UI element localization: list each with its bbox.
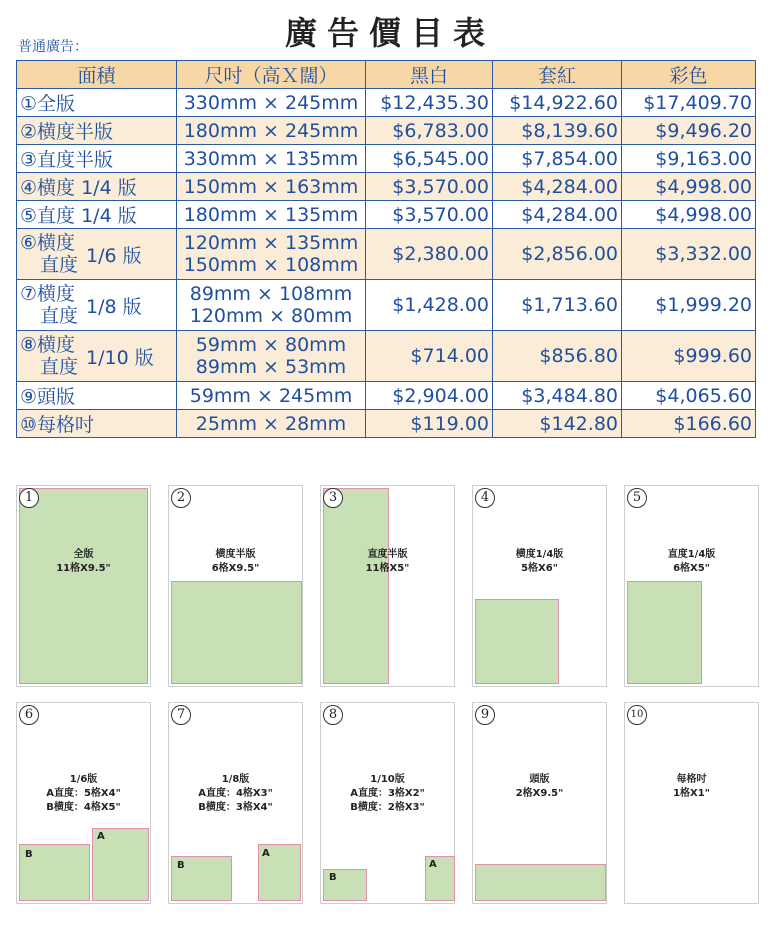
caption-line: 1/10版: [370, 774, 405, 785]
row-price-red: $2,856.00: [493, 229, 622, 280]
table-row: [17, 229, 756, 280]
row-label-a: ⑧横度: [20, 334, 76, 356]
row-price-red: $4,284.00: [493, 173, 622, 201]
row-price-color: $166.60: [622, 410, 756, 438]
layout-diagram-vertical-half: [320, 485, 455, 687]
row-label: ⑤直度 1/4 版: [17, 201, 177, 229]
row-price-color: $1,999.20: [622, 280, 756, 331]
caption-line: 6格X5": [673, 563, 710, 574]
row-label: ①全版: [17, 89, 177, 117]
row-size: [177, 280, 366, 331]
caption-line: B横度：3格X4": [198, 802, 273, 813]
row-label: ④横度 1/4 版: [17, 173, 177, 201]
caption-line: 1/6版: [69, 774, 98, 785]
row-price-red: $8,139.60: [493, 117, 622, 145]
row-label-fraction: 1/10 版: [86, 346, 154, 369]
diagram-caption: [17, 773, 150, 815]
row-size-line: 120mm × 80mm: [189, 305, 353, 327]
row-label-a: ⑦横度: [20, 283, 76, 305]
caption-line: 1/8版: [221, 774, 250, 785]
col-header-bw: 黑白: [366, 61, 493, 89]
row-label-fraction: 1/8 版: [86, 295, 142, 318]
row-label: [17, 331, 177, 382]
diagram-caption: [169, 773, 302, 815]
row-price-bw: $2,380.00: [366, 229, 493, 280]
diagram-caption: [321, 773, 454, 815]
row-price-bw: $6,783.00: [366, 117, 493, 145]
ad-area: [323, 488, 389, 684]
caption-line: B横度：4格X5": [46, 802, 121, 813]
area-tag-b: B: [329, 872, 337, 883]
ad-area: [19, 488, 148, 684]
diagram-caption: [17, 548, 150, 576]
area-tag-a: A: [429, 859, 437, 870]
caption-line: 每格吋: [676, 774, 707, 785]
caption-line: 横度半版: [215, 549, 256, 560]
row-price-red: $14,922.60: [493, 89, 622, 117]
caption-line: 11格X5": [365, 563, 410, 574]
row-price-color: $4,065.60: [622, 382, 756, 410]
table-row: [17, 331, 756, 382]
caption-line: 1格X1": [673, 788, 710, 799]
number-badge: 7: [171, 705, 191, 725]
row-size-line: 89mm × 108mm: [189, 283, 353, 305]
row-price-color: $4,998.00: [622, 201, 756, 229]
page-title: 廣告價目表: [284, 14, 495, 52]
table-row: [17, 201, 756, 229]
caption-line: 2格X9.5": [515, 788, 564, 799]
row-size: [177, 229, 366, 280]
number-badge: 4: [475, 488, 495, 508]
table-row: [17, 145, 756, 173]
row-price-bw: $119.00: [366, 410, 493, 438]
layout-diagram-vertical-quarter: [624, 485, 759, 687]
row-price-red: $1,713.60: [493, 280, 622, 331]
subtitle: 普通廣告：: [18, 39, 88, 55]
row-price-color: $9,163.00: [622, 145, 756, 173]
caption-line: 横度1/4版: [515, 549, 564, 560]
number-badge: 6: [19, 705, 39, 725]
row-label-b: 直度: [40, 356, 79, 378]
col-header-color: 彩色: [622, 61, 756, 89]
row-label-b: 直度: [40, 254, 79, 276]
col-header-red: 套紅: [493, 61, 622, 89]
ad-area: [171, 581, 302, 684]
number-badge: 2: [171, 488, 191, 508]
row-price-red: $142.80: [493, 410, 622, 438]
number-badge: 5: [627, 488, 647, 508]
row-price-bw: $2,904.00: [366, 382, 493, 410]
number-badge: 3: [323, 488, 343, 508]
table-header-row: [17, 61, 756, 89]
caption-line: A直度：3格X2": [350, 788, 425, 799]
table-row: [17, 382, 756, 410]
row-size: 59mm × 245mm: [177, 382, 366, 410]
row-label-a: ⑥横度: [20, 232, 76, 254]
row-label: ⑨頭版: [17, 382, 177, 410]
caption-line: A直度：4格X3": [198, 788, 273, 799]
row-size: 25mm × 28mm: [177, 410, 366, 438]
row-price-color: $3,332.00: [622, 229, 756, 280]
row-size: 330mm × 135mm: [177, 145, 366, 173]
row-size: 180mm × 245mm: [177, 117, 366, 145]
row-price-bw: $3,570.00: [366, 201, 493, 229]
row-price-color: $9,496.20: [622, 117, 756, 145]
area-tag-b: B: [177, 860, 185, 871]
caption-line: 直度半版: [367, 549, 408, 560]
layout-diagram-one-eighth: [168, 702, 303, 904]
caption-line: A直度：5格X4": [46, 788, 121, 799]
row-size-line: 89mm × 53mm: [195, 356, 347, 378]
row-price-color: $17,409.70: [622, 89, 756, 117]
diagram-caption: [625, 773, 758, 801]
row-price-color: $999.60: [622, 331, 756, 382]
layout-diagram-per-column-inch: [624, 702, 759, 904]
area-tag-b: B: [25, 849, 33, 860]
col-header-area: 面積: [17, 61, 177, 89]
row-size: [177, 331, 366, 382]
row-price-bw: $6,545.00: [366, 145, 493, 173]
ad-area: [475, 864, 606, 901]
row-size-line: 120mm × 135mm: [183, 232, 359, 254]
layout-diagram-horizontal-quarter: [472, 485, 607, 687]
caption-line: 5格X6": [521, 563, 558, 574]
table-row: [17, 410, 756, 438]
table-row: [17, 173, 756, 201]
col-header-size: 尺吋（高Ｘ闊）: [177, 61, 366, 89]
area-tag-a: A: [97, 831, 105, 842]
row-label: [17, 280, 177, 331]
caption-line: 頭版: [529, 774, 550, 785]
ad-area: [627, 581, 702, 684]
number-badge: 1: [19, 488, 39, 508]
caption-line: 11格X9.5": [56, 563, 111, 574]
row-price-red: $7,854.00: [493, 145, 622, 173]
row-price-red: $856.80: [493, 331, 622, 382]
number-badge: 10: [627, 705, 647, 725]
row-size: 150mm × 163mm: [177, 173, 366, 201]
diagram-caption: [473, 773, 606, 801]
row-price-color: $4,998.00: [622, 173, 756, 201]
number-badge: 9: [475, 705, 495, 725]
diagram-caption: [625, 548, 758, 576]
row-size: 330mm × 245mm: [177, 89, 366, 117]
row-price-bw: $1,428.00: [366, 280, 493, 331]
caption-line: 直度1/4版: [667, 549, 716, 560]
price-table: [16, 60, 756, 438]
row-label: ⑩每格吋: [17, 410, 177, 438]
caption-line: 全版: [73, 549, 94, 560]
row-size-line: 59mm × 80mm: [195, 334, 347, 356]
row-price-red: $4,284.00: [493, 201, 622, 229]
table-row: [17, 117, 756, 145]
row-size-line: 150mm × 108mm: [183, 254, 359, 276]
diagram-caption: [169, 548, 302, 576]
area-tag-a: A: [262, 848, 270, 859]
layout-diagram-horizontal-half: [168, 485, 303, 687]
row-price-red: $3,484.80: [493, 382, 622, 410]
row-label: ③直度半版: [17, 145, 177, 173]
row-price-bw: $12,435.30: [366, 89, 493, 117]
caption-line: B横度：2格X3": [350, 802, 425, 813]
layout-diagram-full-page: [16, 485, 151, 687]
table-row: [17, 89, 756, 117]
number-badge: 8: [323, 705, 343, 725]
diagram-caption: [473, 548, 606, 576]
layout-diagram-one-tenth: [320, 702, 455, 904]
caption-line: 6格X9.5": [211, 563, 260, 574]
layout-diagram-front-page: [472, 702, 607, 904]
diagram-caption: [321, 548, 454, 576]
row-size: 180mm × 135mm: [177, 201, 366, 229]
table-row: [17, 280, 756, 331]
row-label: ②横度半版: [17, 117, 177, 145]
row-label-fraction: 1/6 版: [86, 244, 142, 267]
layout-diagram-one-sixth: [16, 702, 151, 904]
row-label: [17, 229, 177, 280]
row-label-b: 直度: [40, 305, 79, 327]
row-price-bw: $3,570.00: [366, 173, 493, 201]
ad-area: [475, 599, 559, 684]
row-price-bw: $714.00: [366, 331, 493, 382]
